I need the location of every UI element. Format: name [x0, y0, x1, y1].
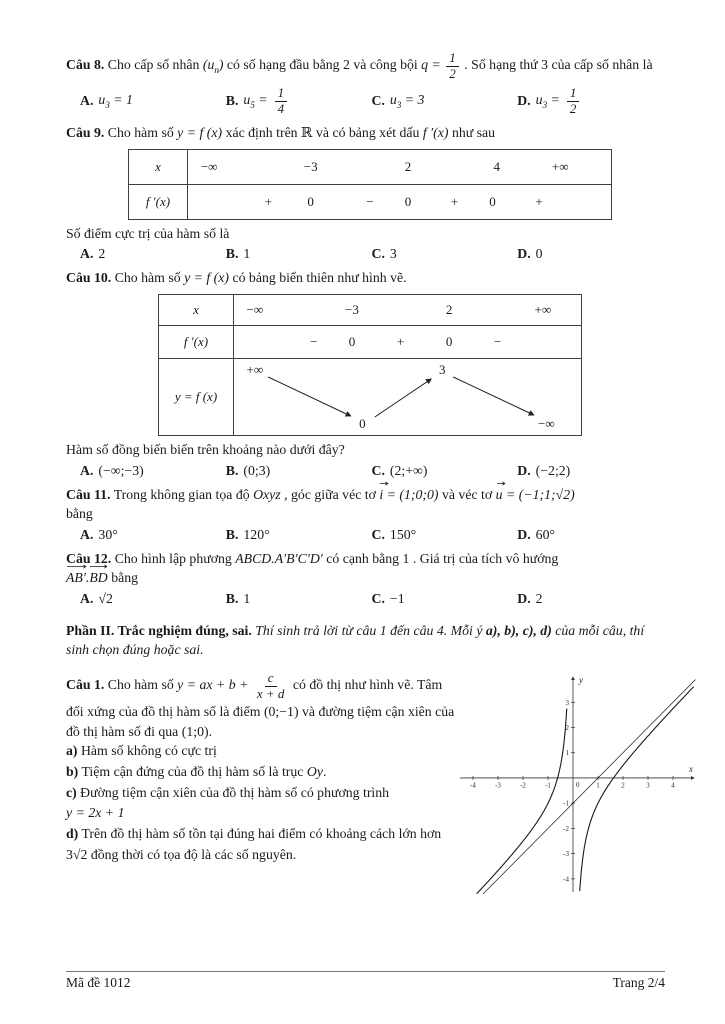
option-a: A. √2	[80, 590, 113, 606]
vector-arrow-icon	[497, 481, 506, 486]
option-b: B. 120°	[225, 526, 270, 542]
svg-text:-2: -2	[520, 781, 526, 790]
vector-u: u	[496, 485, 503, 505]
math-expression: y = f (x)	[184, 270, 229, 286]
table-label: f ′(x)	[159, 326, 234, 358]
text: có cạnh bằng 1 . Giá trị của tích vô hướng	[326, 550, 559, 566]
option-a: A. 30°	[80, 526, 118, 542]
question-12-line2: AB′. BD bằng	[66, 568, 663, 588]
option-a: A. 2	[80, 246, 106, 262]
svg-text:1: 1	[565, 749, 569, 758]
text: Cho cấp số nhân	[107, 57, 200, 73]
math-expression: q =	[421, 57, 441, 73]
function-graph-panel	[458, 670, 708, 898]
vector-arrow-icon	[90, 564, 108, 569]
text: bằng	[66, 506, 93, 522]
answer-options	[80, 246, 663, 262]
variation-values: +∞ 0 3 −∞	[234, 359, 581, 435]
math-expression: y = f (x)	[177, 125, 223, 141]
svg-text:4: 4	[671, 781, 675, 790]
option-b: B. 1	[225, 590, 251, 606]
text: bằng	[111, 570, 139, 586]
table-label: x	[159, 295, 234, 325]
part2-subtitle: của mỗi câu, thí sinh chọn đúng hoặc sai.	[66, 622, 645, 658]
table-label: x	[129, 150, 188, 184]
option-a: A. $u_3 = 1$	[80, 92, 133, 111]
part2-subtitle-bold: a), b), c), d)	[485, 622, 552, 638]
question-8-text	[66, 50, 663, 82]
part2-question-1	[66, 670, 708, 898]
option-a: A. (−∞;−3)	[80, 462, 144, 478]
text: Trong không gian tọa độ	[113, 486, 250, 502]
option-c: C. (2;+∞)	[371, 462, 428, 478]
option-d: D. (−2;2)	[517, 462, 571, 478]
svg-text:-4: -4	[470, 781, 476, 790]
svg-text:-1: -1	[545, 781, 551, 790]
svg-text:0: 0	[576, 780, 580, 789]
option-d: D. 2	[517, 590, 543, 606]
text: có số hạng đầu bằng 2 và công bội	[226, 57, 418, 73]
sign-table-row-fprime: f ′(x) + 0 − 0 + 0 +	[129, 184, 611, 219]
option-b: B. 1	[225, 246, 251, 262]
question-12-text	[66, 549, 663, 569]
question-label: Câu 11.	[66, 486, 111, 502]
text: Cho hàm số	[114, 270, 181, 286]
option-c: C. −1	[371, 590, 405, 606]
option-d: D. 0	[517, 246, 543, 262]
question-9-prompt: Số điểm cực trị của hàm số là	[66, 225, 230, 241]
text: và có bảng xét dấu	[315, 125, 420, 141]
function-graph	[458, 672, 698, 894]
svg-text:3: 3	[646, 781, 650, 790]
svg-text:-4: -4	[563, 875, 569, 884]
math-expression: (1;0).	[181, 723, 213, 739]
vector-ab: AB′	[66, 568, 86, 588]
svg-text:1: 1	[596, 781, 600, 790]
variation-table-row-x: x −∞ −3 2 +∞	[159, 295, 581, 325]
math-expression: $(u_n)$	[202, 57, 224, 75]
text: có bảng biến thiên như hình vẽ.	[232, 270, 407, 286]
question-9-text	[66, 123, 663, 143]
question-label: Câu 10.	[66, 270, 112, 286]
answer-options	[80, 591, 663, 607]
text: và véc tơ	[441, 486, 493, 502]
question-10-prompt: Hàm số đồng biến biến trên khoảng nào dưới đây?	[66, 441, 345, 457]
option-d: D. 60°	[517, 526, 555, 542]
answer-options	[80, 85, 663, 117]
text: như sau	[451, 125, 496, 141]
option-c: C. $u_3 = 3$	[371, 92, 425, 111]
math-expression: f ′(x)	[422, 125, 449, 141]
question-11	[66, 485, 663, 543]
question-label: Câu 9.	[66, 125, 105, 141]
sign-table-row-x: x −∞ −3 2 4 +∞	[129, 150, 611, 184]
svg-text:-1: -1	[563, 799, 569, 808]
variation-arrows	[234, 359, 581, 435]
svg-text:2: 2	[565, 723, 569, 732]
vector-bd: BD	[89, 568, 107, 588]
math-expression: = (1;0;0)	[386, 486, 439, 502]
svg-text:y: y	[579, 674, 583, 685]
statement-d: d) Trên đồ thị hàm số tồn tại đúng hai điểm có khoảng cách lớn hơn 3√2 đồng thời có tọa độ là các số nguyên.	[66, 825, 442, 862]
part2-header	[66, 621, 663, 660]
sign-table	[128, 149, 663, 220]
math-expression: (0;−1)	[263, 704, 299, 720]
page-footer	[66, 971, 665, 991]
part2-subtitle: Thí sinh trả lời từ câu 1 đến câu 4. Mỗi ý	[255, 622, 483, 638]
svg-text:x: x	[689, 763, 693, 774]
question-12	[66, 549, 663, 607]
svg-text:3: 3	[565, 698, 569, 707]
text: và đường tiệm cận xiên của đồ thị hàm số đi qua	[66, 704, 455, 739]
question-label: Câu 8.	[66, 57, 105, 73]
fraction: $\frac{1}{2}$	[567, 86, 580, 116]
option-d: D. $u_3$ = $\frac{1}{2}$	[517, 85, 663, 117]
option-b: B. $u_5$ = $\frac{1}{4}$	[226, 85, 372, 117]
page-number: Trang 2/4	[612, 975, 665, 990]
question-label: Câu 12.	[66, 550, 112, 566]
text: có đồ thị như hình vẽ. Tâm đối xứng của đồ thị hàm số là điểm	[66, 677, 443, 720]
table-label: y = f (x)	[159, 359, 234, 435]
question-11-text	[66, 485, 663, 505]
vector-arrow-icon	[380, 481, 389, 486]
part2-title: Phần II. Trắc nghiệm đúng, sai.	[66, 622, 252, 638]
statement-c: c) Đường tiệm cận xiên của đồ thị hàm số có phương trình	[66, 784, 390, 800]
text: . Số hạng thứ 3 của cấp số nhân là	[464, 57, 653, 73]
math-expression: = (−1;1;√2)	[505, 486, 575, 502]
fraction: $\frac{1}{4}$	[275, 86, 288, 116]
svg-text:-3: -3	[563, 850, 569, 859]
answer-options	[80, 463, 663, 479]
statement-c-equation: y = 2x + 1	[66, 805, 125, 821]
math-expression: ℝ	[301, 125, 313, 141]
option-b: B. (0;3)	[225, 462, 271, 478]
footer-divider	[66, 971, 665, 972]
statement-a: a) Hàm số không có cực trị	[66, 743, 217, 759]
text: Cho hàm số	[107, 677, 174, 693]
math-expression: Oxyz	[253, 486, 281, 502]
statement-b: b) Tiệm cận đứng của đồ thị hàm số là trục Oy.	[66, 763, 327, 779]
text: , góc giữa véc tơ	[284, 486, 376, 502]
exam-code: Mã đề 1012	[66, 975, 131, 990]
question-9	[66, 123, 663, 262]
question-10	[66, 268, 663, 478]
text: Cho hàm số	[107, 125, 174, 141]
answer-options	[80, 527, 663, 543]
text: xác định trên	[225, 125, 298, 141]
option-c: C. 3	[371, 246, 397, 262]
variation-table-row-y	[159, 358, 581, 435]
question-8	[66, 50, 663, 117]
option-c: C. 150°	[371, 526, 417, 542]
svg-text:-2: -2	[563, 824, 569, 833]
text: Cho hình lập phương	[114, 550, 232, 566]
variation-table	[158, 294, 663, 436]
math-expression: y = ax + b +	[177, 677, 249, 693]
question-10-text	[66, 268, 663, 288]
svg-text:2: 2	[621, 781, 625, 790]
math-expression: ABCD.A′B′C′D′	[235, 550, 323, 566]
question-label: Câu 1.	[66, 677, 105, 693]
svg-text:-3: -3	[495, 781, 501, 790]
fraction: $\frac{1}{2}$	[446, 51, 459, 81]
vector-arrow-icon	[67, 564, 87, 569]
variation-table-row-fprime: f ′(x) − 0 + 0 −	[159, 325, 581, 358]
table-label: f ′(x)	[129, 185, 188, 219]
part2-question-1-text	[66, 670, 458, 898]
fraction: $\frac{c}{x + d}$	[256, 669, 285, 701]
vector-i: i	[379, 485, 383, 505]
